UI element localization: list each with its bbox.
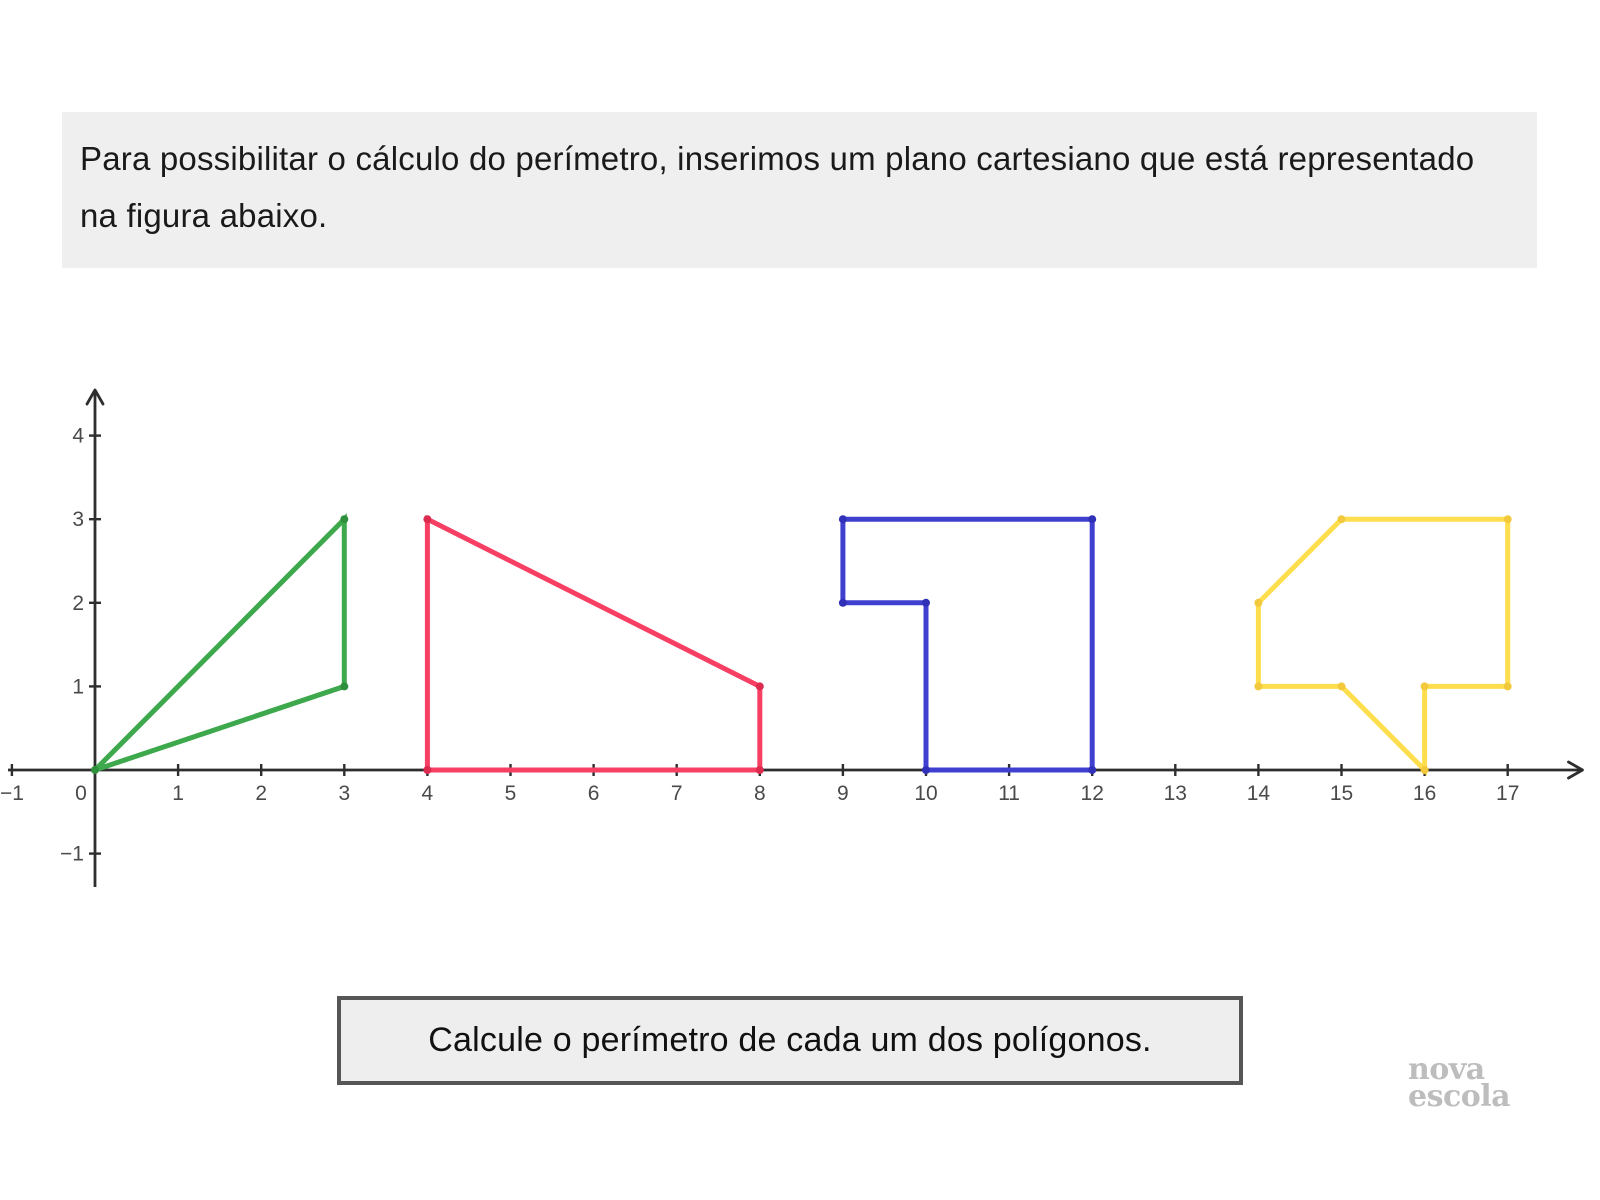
svg-text:17: 17: [1496, 782, 1520, 805]
yellow-speech-bubble: [1258, 519, 1507, 770]
svg-text:10: 10: [914, 782, 938, 805]
svg-text:3: 3: [72, 508, 84, 532]
svg-text:7: 7: [670, 782, 683, 805]
svg-text:5: 5: [504, 782, 517, 805]
svg-text:8: 8: [753, 782, 766, 805]
svg-text:0: 0: [75, 782, 87, 805]
cartesian-plane-svg: [0, 360, 1600, 910]
svg-text:−1: −1: [0, 782, 24, 805]
svg-text:9: 9: [837, 782, 849, 805]
svg-text:4: 4: [421, 782, 434, 805]
svg-text:11: 11: [998, 782, 1021, 805]
question-text: Calcule o perímetro de cada um dos polígonos.: [428, 1021, 1152, 1059]
svg-text:13: 13: [1163, 782, 1187, 805]
cartesian-plane: [0, 360, 1600, 910]
svg-text:14: 14: [1246, 782, 1271, 805]
svg-text:−1: −1: [60, 842, 84, 866]
svg-text:15: 15: [1329, 782, 1354, 805]
logo-line-2: escola: [1408, 1079, 1511, 1114]
instruction-box: [62, 112, 1537, 268]
question-box: [337, 996, 1243, 1085]
svg-text:12: 12: [1080, 782, 1104, 805]
blue-l-shape: [843, 519, 1092, 770]
svg-text:3: 3: [338, 782, 351, 805]
red-quadrilateral: [427, 519, 759, 770]
green-triangle: [95, 519, 344, 770]
instruction-text: Para possibilitar o cálculo do perímetro, inserimos um plano cartesiano que está representado na figura abaixo.: [80, 140, 1475, 234]
nova-escola-logo: [1408, 1052, 1511, 1114]
svg-text:2: 2: [72, 591, 84, 615]
svg-text:16: 16: [1412, 782, 1437, 805]
svg-text:1: 1: [72, 675, 84, 699]
svg-text:1: 1: [172, 782, 184, 805]
logo-line-1: nova: [1408, 1052, 1485, 1087]
svg-text:4: 4: [72, 424, 84, 448]
svg-text:2: 2: [255, 782, 268, 805]
svg-text:6: 6: [587, 782, 600, 805]
